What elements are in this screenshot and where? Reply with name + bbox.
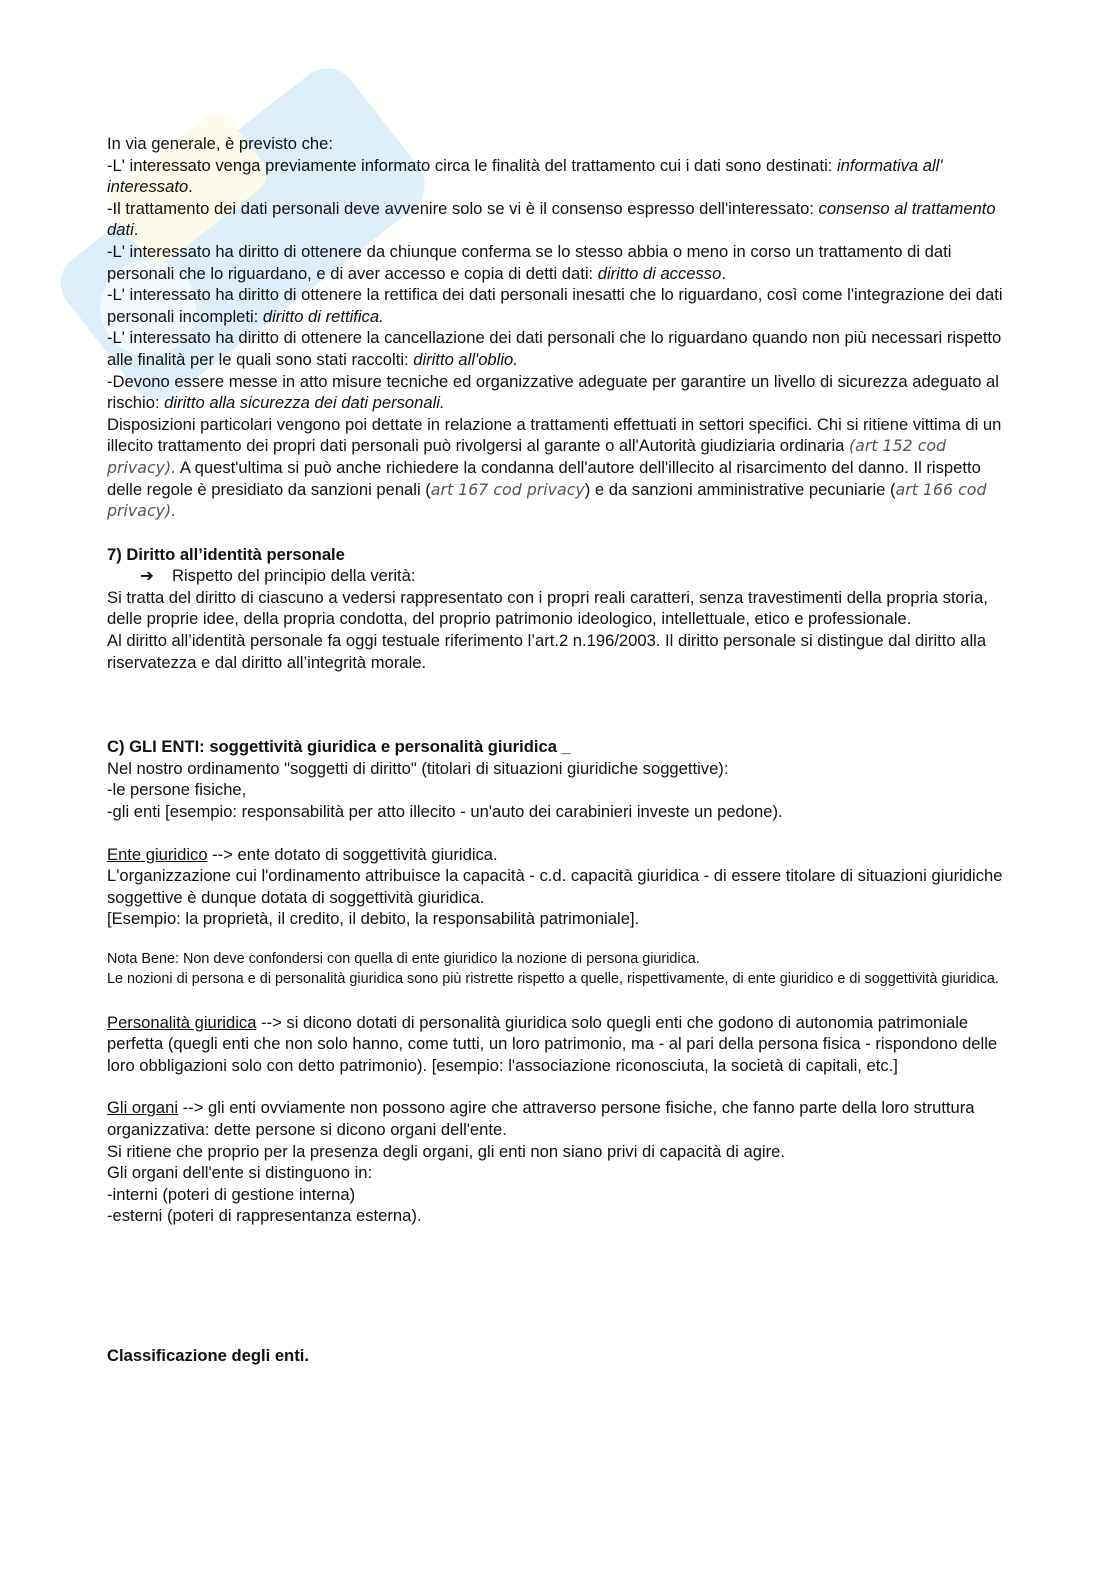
section-c-line-1: Nel nostro ordinamento "soggetti di diritto" (titolari di situazioni giuridiche soggettive): — [107, 758, 729, 778]
organi-line-5: -esterni (poteri di rappresentanza esterna). — [107, 1206, 422, 1226]
document-page — [107, 133, 1007, 1367]
section-c-heading: C) GLI ENTI: soggettività giuridica e personalità giuridica _ — [107, 737, 571, 757]
intro-item-1: -L' interessato venga previamente informato circa le finalità del trattamento cui i dati sono destinati: informativa all' interessato. — [107, 155, 943, 197]
section-c-line-2: -le persone fisiche, — [107, 780, 247, 800]
intro-item-6: -Devono essere messe in atto misure tecniche ed organizzative adeguate per garantire un livello di sicurezza adeguato al rischio: diritto alla sicurezza dei dati personali. — [107, 371, 999, 413]
intro-disposizioni: Disposizioni particolari vengono poi dettate in relazione a trattamenti effettuati in settori specifici. Chi si ritiene vittima di un illecito trattamento dei propri dati personali può rivolgersi al garante o all'Autorità giudiziaria ordinaria (art 152 cod privacy). A quest'ultima si può anche richiedere la condanna dell'autore dell'illecito al risarcimento del danno. Il rispetto delle regole è presidiato da sanzioni penali (art 167 cod privacy) e da sanzioni amministrative pecuniarie (art 166 cod privacy). — [107, 414, 1002, 521]
arrow-right-icon: ➔ — [140, 566, 154, 586]
organi-line-2: Si ritiene che proprio per la presenza degli organi, gli enti non siano privi di capacità di agire. — [107, 1141, 785, 1161]
organi-definition: Gli organi --> gli enti ovviamente non possono agire che attraverso persone fisiche, che fanno parte della loro struttura organizzativa: dette persone si dicono organi dell'ente. — [107, 1098, 975, 1139]
section-7-bullet: ➔ Rispetto del principio della verità: — [140, 566, 416, 586]
classificazione-heading: Classificazione degli enti. — [107, 1345, 309, 1365]
ente-giuridico-definition: Ente giuridico --> ente dotato di soggettività giuridica. — [107, 844, 498, 864]
intro-lead: In via generale, è previsto che: — [107, 134, 333, 153]
organi-line-3: Gli organi dell'ente si distinguono in: — [107, 1163, 373, 1183]
section-7-paragraph-2: Al diritto all’identità personale fa oggi testuale riferimento l’art.2 n.196/2003. Il diritto personale si distingue dal diritto alla riservatezza e dal diritto all’integrità morale. — [107, 631, 987, 672]
organi-term: Gli organi — [107, 1098, 179, 1118]
ente-giuridico-paragraph: L'organizzazione cui l'ordinamento attribuisce la capacità - c.d. capacità giuridica - di essere titolare di situazioni giuridiche soggettive è dunque dotata di soggettività giuridica. — [107, 866, 1003, 907]
intro-item-4: -L' interessato ha diritto di ottenere la rettifica dei dati personali inesatti che lo riguardano, così come l'integrazione dei dati personali incompleti: diritto di rettifica. — [107, 285, 1003, 326]
personalita-giuridica-term: Personalità giuridica — [107, 1012, 257, 1032]
section-7-heading: 7) Diritto all’identità personale — [107, 544, 345, 564]
personalita-giuridica-definition: Personalità giuridica --> si dicono dotati di personalità giuridica solo quegli enti che godono di autonomia patrimoniale perfetta (quegli enti che non solo hanno, come tutti, un loro patrimonio, ma - al pari della persona fisica - rispondono delle loro obbligazioni solo con detto patrimonio). [esempio: l'associazione riconosciuta, la società di capitali, etc.] — [107, 1012, 998, 1075]
nota-bene: Nota Bene: Non deve confondersi con quella di ente giuridico la nozione di persona giuridica. Le nozioni di persona e di personalità giuridica sono più ristrette rispetto a quelle, rispettivamente, di ente giuridico e di soggettività giuridica. — [107, 951, 999, 987]
ente-giuridico-example: [Esempio: la proprietà, il credito, il debito, la responsabilità patrimoniale]. — [107, 909, 640, 929]
section-7-paragraph-1: Si tratta del diritto di ciascuno a vedersi rappresentato con i propri reali caratteri, senza travestimenti della propria storia, delle proprie idee, della propria condotta, del proprio patrimonio ideologico, intellettuale, etico e professionale. — [107, 587, 988, 629]
intro-item-2: -Il trattamento dei dati personali deve avvenire solo se vi è il consenso espresso dell'interessato: consenso al trattamento dati. — [107, 198, 996, 240]
citation-art-166: art 166 cod privacy). — [107, 479, 987, 521]
citation-art-167: art 167 cod privacy — [430, 479, 585, 499]
intro-item-3: -L' interessato ha diritto di ottenere da chiunque conferma se lo stesso abbia o meno in corso un trattamento di dati personali che lo riguardano, e di aver accesso e copia di detti dati: diritto di accesso. — [107, 241, 952, 283]
citation-art-152: (art 152 cod privacy). — [107, 436, 947, 477]
ente-giuridico-term: Ente giuridico — [107, 844, 208, 864]
intro-item-5: -L' interessato ha diritto di ottenere la cancellazione dei dati personali che lo riguardano quando non più necessari rispetto alle finalità per le quali sono stati raccolti: diritto all'oblio. — [107, 328, 1002, 369]
section-c-line-3: -gli enti [esempio: responsabilità per atto illecito - un'auto dei carabinieri investe un pedone). — [107, 802, 783, 822]
organi-line-4: -interni (poteri di gestione interna) — [107, 1184, 356, 1204]
